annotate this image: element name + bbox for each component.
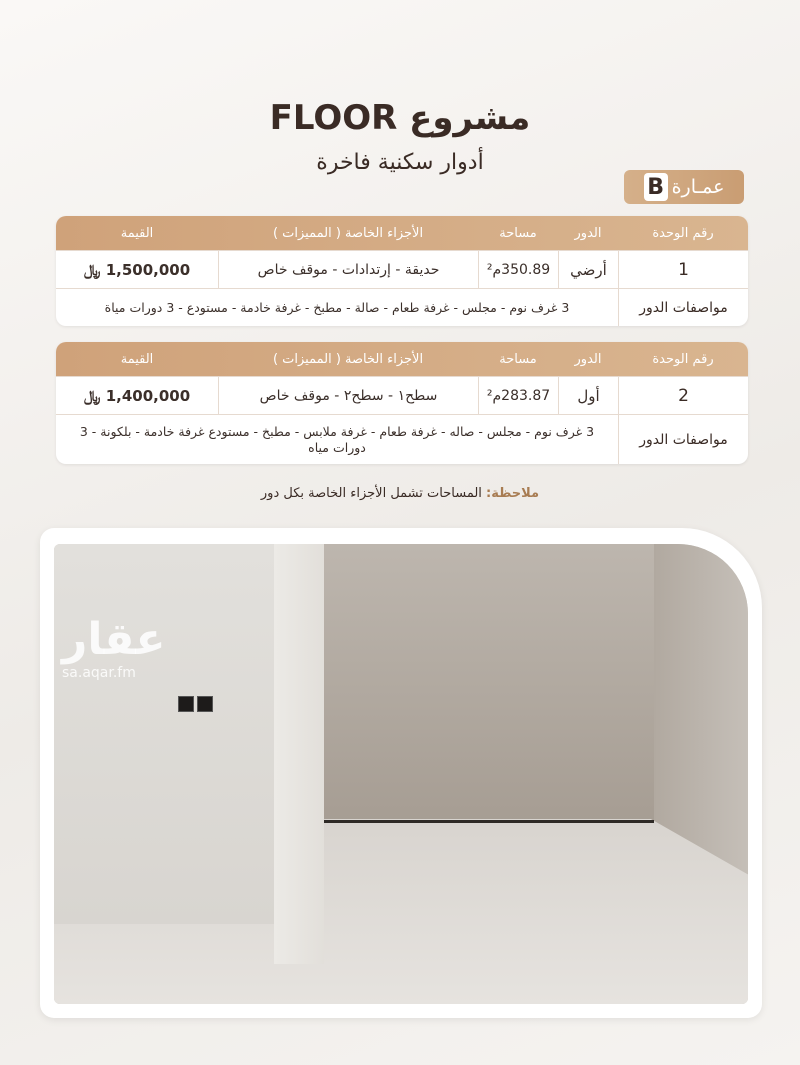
unit-table-1	[56, 216, 748, 326]
header-private-parts: الأجزاء الخاصة ( المميزات )	[272, 351, 424, 367]
photo-pillar	[274, 544, 324, 964]
table-row	[56, 376, 748, 414]
header-area: مساحة	[499, 225, 537, 241]
spec-label: مواصفات الدور	[618, 289, 748, 326]
building-word: عمـارة	[671, 176, 725, 198]
interior-photo	[54, 544, 748, 1004]
note-label: ملاحظة:	[486, 486, 540, 501]
header-unit-number: رقم الوحدة	[652, 225, 714, 241]
unit-floor: أرضي	[558, 251, 618, 288]
unit-floor: أول	[558, 377, 618, 414]
light-switch-icon	[178, 696, 214, 714]
unit-price: 1,500,000 ﷼	[83, 260, 191, 279]
project-title: مشروع FLOOR	[269, 98, 531, 138]
unit-area: 350.89م²	[478, 251, 558, 288]
unit-table-2	[56, 342, 748, 464]
note-text: المساحات تشمل الأجزاء الخاصة بكل دور	[260, 486, 482, 501]
unit-number: 1	[618, 251, 748, 288]
table-row	[56, 250, 748, 288]
spec-label: مواصفات الدور	[618, 415, 748, 464]
header-floor: الدور	[574, 351, 602, 367]
spec-text: 3 غرف نوم - مجلس - صاله - غرفة طعام - غرفة ملابس - مطبخ - مستودع غرفة خادمة - بلكونة - 3 دورات مياه	[79, 423, 595, 455]
photo-back-wall	[324, 544, 654, 824]
header-area: مساحة	[499, 351, 537, 367]
table-header	[56, 342, 748, 376]
unit-private-parts: سطح١ - سطح٢ - موقف خاص	[218, 377, 478, 414]
header-floor: الدور	[574, 225, 602, 241]
photo-right-wall	[654, 544, 748, 874]
header-unit-number: رقم الوحدة	[652, 351, 714, 367]
unit-number: 2	[618, 377, 748, 414]
unit-private-parts: حديقة - إرتدادات - موقف خاص	[218, 251, 478, 288]
building-letter: B	[644, 173, 668, 201]
photo-baseboard	[324, 820, 654, 823]
project-subtitle: أدوار سكنية فاخرة	[316, 150, 484, 175]
header-price: القيمة	[120, 225, 154, 241]
spec-row	[56, 288, 748, 326]
table-header	[56, 216, 748, 250]
unit-price: 1,400,000 ﷼	[83, 386, 191, 405]
watermark	[62, 614, 166, 681]
note	[0, 486, 800, 501]
watermark-logo: عقار	[62, 614, 166, 665]
unit-area: 283.87م²	[478, 377, 558, 414]
building-badge	[624, 170, 744, 204]
spec-text: 3 غرف نوم - مجلس - غرفة طعام - صالة - مطبخ - غرفة خادمة - مستودع - 3 دورات مياة	[104, 299, 570, 315]
watermark-url: sa.aqar.fm	[62, 665, 136, 681]
spec-row	[56, 414, 748, 464]
photo-left-wall	[54, 544, 274, 924]
header-private-parts: الأجزاء الخاصة ( المميزات )	[272, 225, 424, 241]
header-price: القيمة	[120, 351, 154, 367]
